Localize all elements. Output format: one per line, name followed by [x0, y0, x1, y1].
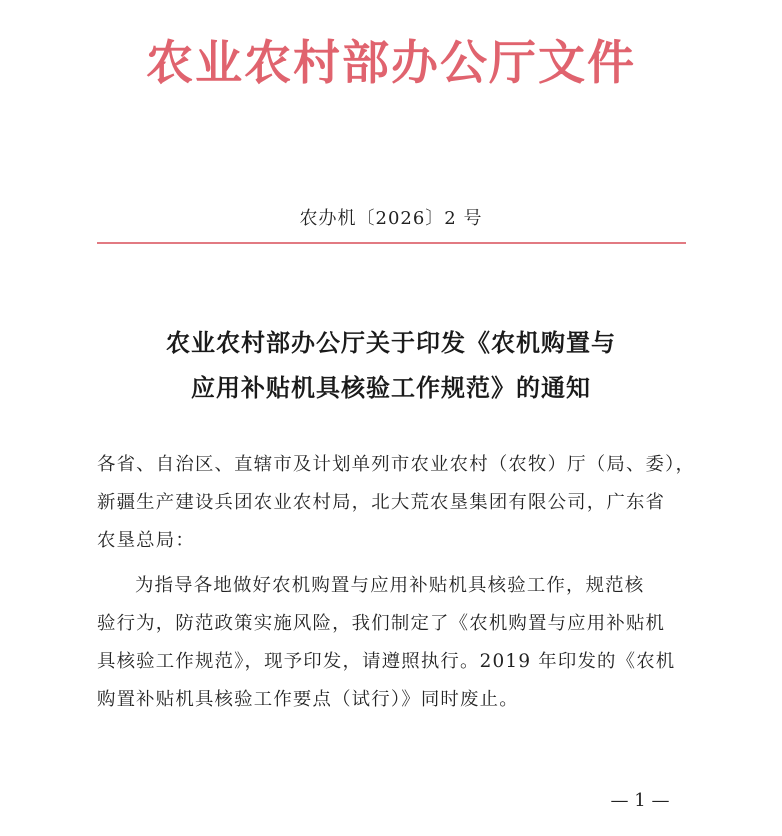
addressee-line: 新疆生产建设兵团农业农村局，北大荒农垦集团有限公司，广东省 [97, 492, 666, 513]
body-paragraph [97, 567, 697, 719]
issuer-header: 农业农村部办公厅文件 [146, 36, 636, 91]
document-number: 农办机〔2026〕2 号 [299, 208, 483, 229]
red-divider-line [97, 242, 686, 244]
title-line-2: 应用补贴机具核验工作规范》的通知 [191, 373, 591, 402]
document-title [0, 320, 782, 410]
body-line: 为指导各地做好农机购置与应用补贴机具核验工作，规范核 [135, 575, 645, 596]
addressee-block [97, 446, 697, 560]
addressee-line: 农垦总局： [97, 530, 195, 551]
page-number: — 1 — [610, 790, 670, 811]
body-line: 购置补贴机具核验工作要点（试行）》同时废止。 [97, 689, 519, 710]
title-line-1: 农业农村部办公厅关于印发《农机购置与 [166, 328, 616, 357]
body-line: 具核验工作规范》，现予印发，请遵照执行。2019 年印发的《农机 [97, 651, 676, 672]
addressee-line: 各省、自治区、直辖市及计划单列市农业农村（农牧）厅（局、委）， [97, 454, 696, 475]
body-line: 验行为，防范政策实施风险，我们制定了《农机购置与应用补贴机 [97, 613, 666, 634]
